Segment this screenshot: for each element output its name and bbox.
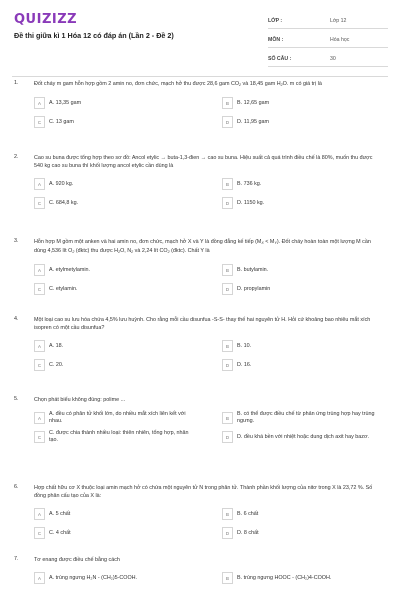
answer-option-d[interactable]: [208, 115, 382, 129]
option-letter-box: B: [222, 97, 233, 109]
option-letter-box: C: [34, 116, 45, 128]
option-letter-box: D: [222, 359, 233, 371]
question-text: [34, 80, 382, 89]
answer-option-b[interactable]: [208, 507, 382, 521]
question-text-part: Hợp chất hữu cơ X thuộc loại amin mạch hở có chứa một nguyên tử N trong phân tử. Thành phần khối lượng của nitơ trong X là 23,72 %. Số đồng phân cấu tạo của X là:: [34, 485, 373, 499]
answer-option-b[interactable]: [208, 571, 382, 585]
option-text: D. propylamin: [237, 285, 271, 292]
answer-option-b[interactable]: [208, 339, 382, 353]
question-block: [0, 556, 400, 585]
option-letter-box: A: [34, 508, 45, 520]
option-text: A. 5 chất: [49, 510, 71, 517]
question-text-part: < M: [263, 239, 275, 245]
answer-option-a[interactable]: [34, 263, 208, 277]
question-block: [0, 154, 400, 210]
quizizz-logo: QUIZIZZ: [14, 12, 78, 27]
question-text-part: và 18,45 gam H: [241, 81, 281, 87]
question-text: [34, 556, 382, 564]
option-letter-box: B: [222, 340, 233, 352]
question-text-part: và 2,24 lít CO: [133, 248, 168, 254]
question-text-part: Cao su buna được tổng hợp theo sơ đồ: Ancol etylic → buta-1,3-đien → cao su buna. Hiệu suất cả quá trình điều chế là 80%, muốn thu được 540 kg cao su buna thì khối lượng ancol etylic cần dùng là: [34, 155, 373, 169]
option-letter-box: A: [34, 97, 45, 109]
subscript: 2: [280, 83, 283, 87]
answer-option-c[interactable]: [34, 196, 208, 210]
answer-option-a[interactable]: [34, 571, 208, 585]
subscript: 2: [131, 250, 134, 254]
question-text-part: Đốt cháy m gam hỗn hợp gồm 2 amin no, đơn chức, mạch hở thu được 28,6 gam CO: [34, 81, 240, 87]
subscript: 2: [167, 250, 170, 254]
answer-option-b[interactable]: [208, 177, 382, 191]
question-text-part: (đktc) thu được H: [74, 248, 119, 254]
question-block: [0, 484, 400, 540]
option-text: A. etylmetylamin.: [49, 266, 91, 273]
answer-option-c[interactable]: [34, 526, 208, 540]
options-grid: [34, 96, 382, 129]
option-letter-box: A: [34, 340, 45, 352]
question-number: 1.: [14, 80, 19, 86]
option-text: A. 13,35 gam: [49, 99, 82, 106]
option-letter-box: A: [34, 178, 45, 190]
question-text-part: (đktc). Chất Y là: [169, 248, 210, 254]
answer-option-b[interactable]: [208, 263, 382, 277]
option-letter-box: B: [222, 508, 233, 520]
question-block: [0, 238, 400, 296]
question-text-part: O, N: [120, 248, 132, 254]
question-number: 3.: [14, 238, 19, 244]
options-grid: [34, 571, 382, 585]
answer-option-d[interactable]: [208, 196, 382, 210]
option-text: B. 6 chất: [237, 510, 259, 517]
option-text: C. được chia thành nhiều loại: thiên nhiên, tổng hợp, nhân tạo.: [49, 430, 189, 443]
option-text: B. trùng ngưng HOOC - (CH₂)4-COOH.: [237, 574, 332, 581]
answer-option-a[interactable]: [34, 177, 208, 191]
question-block: [0, 396, 400, 444]
meta-label: MÔN :: [268, 37, 284, 43]
option-letter-box: D: [222, 283, 233, 295]
page-header: [0, 0, 400, 62]
meta-value: Lớp 12: [330, 18, 347, 24]
option-text: C. 13 gam: [49, 118, 74, 125]
subscript: 2: [118, 250, 121, 254]
question-number: 2.: [14, 154, 19, 160]
question-number: 6.: [14, 484, 19, 490]
meta-info: [268, 14, 388, 71]
option-letter-box: B: [222, 572, 233, 584]
option-text: D. 1150 kg.: [237, 199, 265, 206]
option-text: C. 684,8 kg.: [49, 199, 79, 206]
option-text: D. 11,95 gam: [237, 118, 269, 125]
option-text: B. 12,65 gam: [237, 99, 270, 106]
option-letter-box: D: [222, 197, 233, 209]
option-letter-box: B: [222, 178, 233, 190]
subscript: X: [261, 241, 264, 245]
question-number: 5.: [14, 396, 19, 402]
question-number: 4.: [14, 316, 19, 322]
option-text: D. 16.: [237, 361, 252, 368]
subscript: 2: [72, 250, 75, 254]
option-text: B. butylamin.: [237, 266, 269, 273]
option-text: B. 736 kg.: [237, 180, 262, 187]
answer-option-d[interactable]: [208, 358, 382, 372]
option-text: A. 920 kg.: [49, 180, 74, 187]
options-grid: [34, 507, 382, 540]
subscript: 2: [239, 83, 242, 87]
option-text: B. 10.: [237, 342, 252, 349]
option-letter-box: D: [222, 527, 233, 539]
question-text-part: Chọn phát biểu không đúng: polime ...: [34, 397, 126, 403]
meta-row: [268, 14, 388, 29]
meta-label: LỚP :: [268, 18, 283, 24]
subscript: Y: [274, 241, 277, 245]
meta-label: SỐ CÂU :: [268, 56, 292, 62]
header-divider: [12, 76, 388, 77]
answer-option-a[interactable]: [34, 96, 208, 110]
answer-option-b[interactable]: [208, 96, 382, 110]
answer-option-c[interactable]: [34, 282, 208, 296]
answer-option-d[interactable]: [208, 526, 382, 540]
option-letter-box: A: [34, 412, 45, 424]
question-text: [34, 154, 382, 170]
option-letter-box: A: [34, 264, 45, 276]
option-letter-box: C: [34, 197, 45, 209]
option-letter-box: C: [34, 431, 45, 443]
options-grid: [34, 339, 382, 372]
meta-value: Hóa học: [330, 37, 350, 43]
answer-option-c[interactable]: [34, 430, 208, 444]
option-letter-box: B: [222, 412, 233, 424]
option-text: A. đều có phân tử khối lớn, do nhiều mắt xích liên kết với nhau.: [49, 411, 186, 424]
question-text-part: Hỗn hợp M gồm một anken và hai amin no, đơn chức, mạch hở X và Y là đồng đẳng kế tiếp (M: [34, 239, 262, 245]
option-letter-box: A: [34, 572, 45, 584]
option-text: B. có thể được điều chế từ phản ứng trùng hợp hay trùng ngưng.: [237, 411, 375, 424]
option-letter-box: D: [222, 116, 233, 128]
question-text: [34, 484, 382, 500]
answer-option-c[interactable]: [34, 358, 208, 372]
option-letter-box: C: [34, 359, 45, 371]
option-letter-box: C: [34, 283, 45, 295]
option-letter-box: B: [222, 264, 233, 276]
option-text: A. trùng ngưng H₂N - (CH₂)5-COOH.: [49, 574, 138, 581]
question-text-part: Tơ enang được điều chế bằng cách: [34, 557, 120, 563]
question-number: 7.: [14, 556, 19, 562]
option-text: C. 4 chất: [49, 529, 71, 536]
question-block: [0, 80, 400, 129]
answer-option-b[interactable]: [208, 411, 382, 425]
answer-option-c[interactable]: [34, 115, 208, 129]
option-letter-box: D: [222, 431, 233, 443]
option-text: C. 20.: [49, 361, 64, 368]
answer-option-d[interactable]: [208, 430, 382, 444]
question-block: [0, 316, 400, 372]
meta-row: [268, 52, 388, 67]
option-text: A. 18.: [49, 342, 64, 349]
option-text: C. etylamin.: [49, 285, 78, 292]
option-letter-box: C: [34, 527, 45, 539]
options-grid: [34, 177, 382, 210]
question-text-part: O. m có giá trị là: [282, 81, 322, 87]
option-text: D. 8 chất: [237, 529, 259, 536]
meta-value: 30: [330, 56, 336, 62]
options-grid: [34, 263, 382, 296]
document-title: Đề thi giữa kì 1 Hóa 12 có đáp án (Lần 2 - Đề 2): [14, 31, 174, 40]
meta-row: [268, 33, 388, 48]
answer-option-a[interactable]: [34, 411, 208, 425]
options-grid: [34, 411, 382, 444]
answer-option-d[interactable]: [208, 282, 382, 296]
question-text: [34, 396, 382, 404]
answer-option-a[interactable]: [34, 507, 208, 521]
question-text-part: Một loại cao su lưu hóa chứa 4,5% lưu huỳnh. Cho rằng mỗi cầu disunfua -S-S- thay thế hai nguyên tử H. Hỏi cứ khoảng bao nhiêu mắt xích isopren có một cầu disunfua?: [34, 317, 371, 331]
question-text: [34, 316, 382, 332]
answer-option-a[interactable]: [34, 339, 208, 353]
option-text: D. đều khá bền với nhiệt hoặc dung dịch axit hay bazơ.: [237, 433, 370, 440]
question-text-part: ). Đốt cháy hoàn toàn một lượng M cần dùng 4,536 lít O: [34, 239, 371, 254]
question-text: [34, 238, 382, 256]
